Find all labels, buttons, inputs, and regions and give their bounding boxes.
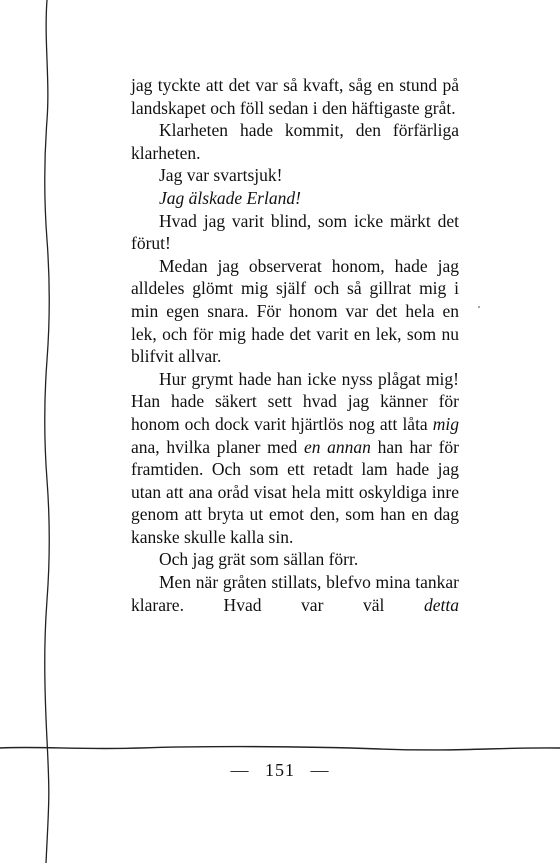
page-footer (0, 760, 560, 781)
italic-text: Jag älskade Erland! (159, 187, 301, 208)
text-run: Hvad jag varit blind, som icke märkt det förut! (131, 210, 459, 254)
paragraph (131, 187, 459, 210)
footer-rule (0, 742, 560, 756)
italic-text: en annan (303, 436, 371, 457)
page-edge-wavy-line (40, 0, 54, 863)
text-run: Men när gråten stillats, blefvo mina tankar klarare. Hvad var väl (131, 572, 459, 615)
text-run: han har för framtiden. Och som ett retadt lam hade jag utan att ana oråd visat hela mitt oskyldiga inre genom att bryta ut emot den, som han en dag kanske skulle kalla sin. (131, 436, 459, 547)
page-number: 151 (265, 760, 295, 780)
footer-dash-right: — (310, 760, 330, 780)
text-run: Medan jag observerat honom, hade jag alldeles glömt mig själf och så gillrat mig i min egen snara. För honom var det hela en lek, och för mig hade det varit en lek, som nu blifvit allvar. (131, 255, 459, 367)
paragraph (131, 164, 459, 187)
paragraph (131, 74, 459, 119)
paragraph (131, 210, 459, 255)
paragraph (131, 571, 459, 616)
paragraph (131, 368, 459, 549)
text-run: Klarheten hade kommit, den förfärliga klarheten. (131, 120, 459, 163)
text-run: Jag var svartsjuk! (159, 165, 283, 186)
text-run: jag tyckte att det var så kvaft, såg en stund på landskapet och föll sedan i den häftigaste gråt. (131, 75, 459, 118)
paragraph (131, 255, 459, 368)
paper-speck (478, 306, 480, 308)
paragraph (131, 548, 459, 571)
page-body-text (131, 74, 459, 616)
text-run: Hur grymt hade han icke nyss plågat mig! Han hade säkert sett hvad jag känner för honom och dock varit hjärtlös nog att låta (131, 368, 459, 434)
italic-text: mig (432, 413, 459, 434)
text-run: ana, hvilka planer med (131, 436, 304, 457)
footer-dash-left: — (230, 760, 250, 780)
paragraph (131, 119, 459, 164)
italic-text: detta (424, 594, 459, 615)
text-run: Och jag grät som sällan förr. (159, 549, 359, 570)
